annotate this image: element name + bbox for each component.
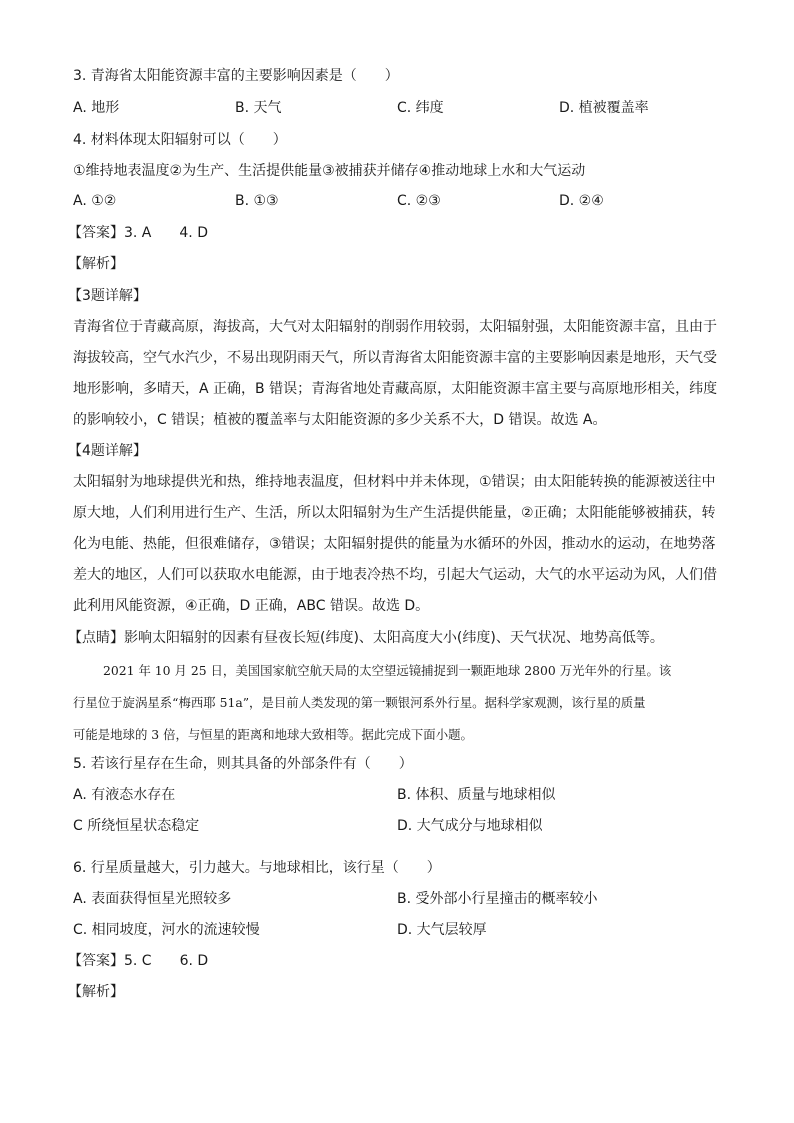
q5-option-d: D. 大气成分与地球相似 bbox=[397, 818, 543, 834]
q4-option-a: A. ①② bbox=[73, 193, 117, 209]
q4-detail-line: 差大的地区，人们可以获取水电能源，由于地表冷热不均，引起大气运动，大气的水平运动为风，人们借 bbox=[73, 567, 717, 583]
answer-5-6: 【答案】5. C 6. D bbox=[68, 953, 209, 969]
dianjing-note: 【点睛】影响太阳辐射的因素有昼夜长短(纬度)、太阳高度大小(纬度)、天气状况、地势高低等。 bbox=[68, 630, 664, 646]
q3-detail-line: 海拔较高，空气水汽少，不易出现阴雨天气，所以青海省太阳能资源丰富的主要影响因素是地形，天气受 bbox=[73, 350, 717, 366]
q3-detail-line: 的影响较小，C 错误；植被的覆盖率与太阳能资源的多少关系不大，D 错误。故选 A。 bbox=[73, 412, 607, 428]
q3-option-a: A. 地形 bbox=[73, 100, 120, 116]
material-line: 行星位于旋涡星系“梅西耶 51a”，是目前人类发现的第一颗银河系外行星。据科学家观测，该行星的质量 bbox=[73, 695, 646, 710]
q3-detail-title: 【3题详解】 bbox=[68, 288, 147, 304]
q5-option-b: B. 体积、质量与地球相似 bbox=[397, 787, 556, 803]
analysis-label: 【解析】 bbox=[68, 984, 124, 1000]
q3-stem: 3. 青海省太阳能资源丰富的主要影响因素是（ ） bbox=[73, 68, 399, 84]
q4-detail-line: 太阳辐射为地球提供光和热，维持地表温度，但材料中并未体现，①错误；由太阳能转换的能源被送往中 bbox=[73, 474, 716, 490]
answer-3-4: 【答案】3. A 4. D bbox=[68, 225, 208, 241]
q4-detail-title: 【4题详解】 bbox=[68, 443, 147, 459]
material-line: 可能是地球的 3 倍，与恒星的距离和地球大致相等。据此完成下面小题。 bbox=[73, 727, 473, 742]
q3-detail-line: 地形影响，多晴天，A 正确，B 错误；青海省地处青藏高原，太阳能资源丰富主要与高原地形相关，纬度 bbox=[73, 381, 718, 397]
q6-option-b: B. 受外部小行星撞击的概率较小 bbox=[397, 891, 598, 907]
q4-detail-line: 此利用风能资源，④正确，D 正确，ABC 错误。故选 D。 bbox=[73, 598, 430, 614]
q3-option-d: D. 植被覆盖率 bbox=[559, 100, 649, 116]
q4-statements: ①维持地表温度②为生产、生活提供能量③被捕获并储存④推动地球上水和大气运动 bbox=[73, 163, 586, 179]
q6-option-a: A. 表面获得恒星光照较多 bbox=[73, 891, 232, 907]
q3-option-c: C. 纬度 bbox=[397, 100, 444, 116]
q3-option-b: B. 天气 bbox=[235, 100, 282, 116]
q6-option-c: C. 相同坡度，河水的流速较慢 bbox=[73, 922, 260, 938]
q5-option-c: C 所绕恒星状态稳定 bbox=[73, 818, 200, 834]
q4-detail-line: 原大地，人们利用进行生产、生活，所以太阳辐射为生产生活提供能量，②正确；太阳能能够被捕获，转 bbox=[73, 505, 716, 521]
q5-option-a: A. 有液态水存在 bbox=[73, 787, 176, 803]
q6-option-d: D. 大气层较厚 bbox=[397, 922, 487, 938]
q6-stem: 6. 行星质量越大，引力越大。与地球相比，该行星（ ） bbox=[73, 860, 441, 876]
analysis-label: 【解析】 bbox=[68, 256, 124, 272]
q5-stem: 5. 若该行星存在生命，则其具备的外部条件有（ ） bbox=[73, 756, 413, 772]
q4-option-c: C. ②③ bbox=[397, 193, 441, 209]
q3-detail-line: 青海省位于青藏高原，海拔高，大气对太阳辐射的削弱作用较弱，太阳辐射强，太阳能资源丰富，且由于 bbox=[73, 319, 717, 335]
q4-option-b: B. ①③ bbox=[235, 193, 279, 209]
material-line: 2021 年 10 月 25 日，美国国家航空航天局的太空望远镜捕捉到一颗距地球 2800 万光年外的行星。该 bbox=[103, 663, 672, 678]
q4-option-d: D. ②④ bbox=[559, 193, 604, 209]
q4-detail-line: 化为电能、热能，但很难储存，③错误；太阳辐射提供的能量为水循环的外因，推动水的运动，在地势落 bbox=[73, 536, 716, 552]
q4-stem: 4. 材料体现太阳辐射可以（ ） bbox=[73, 132, 287, 148]
